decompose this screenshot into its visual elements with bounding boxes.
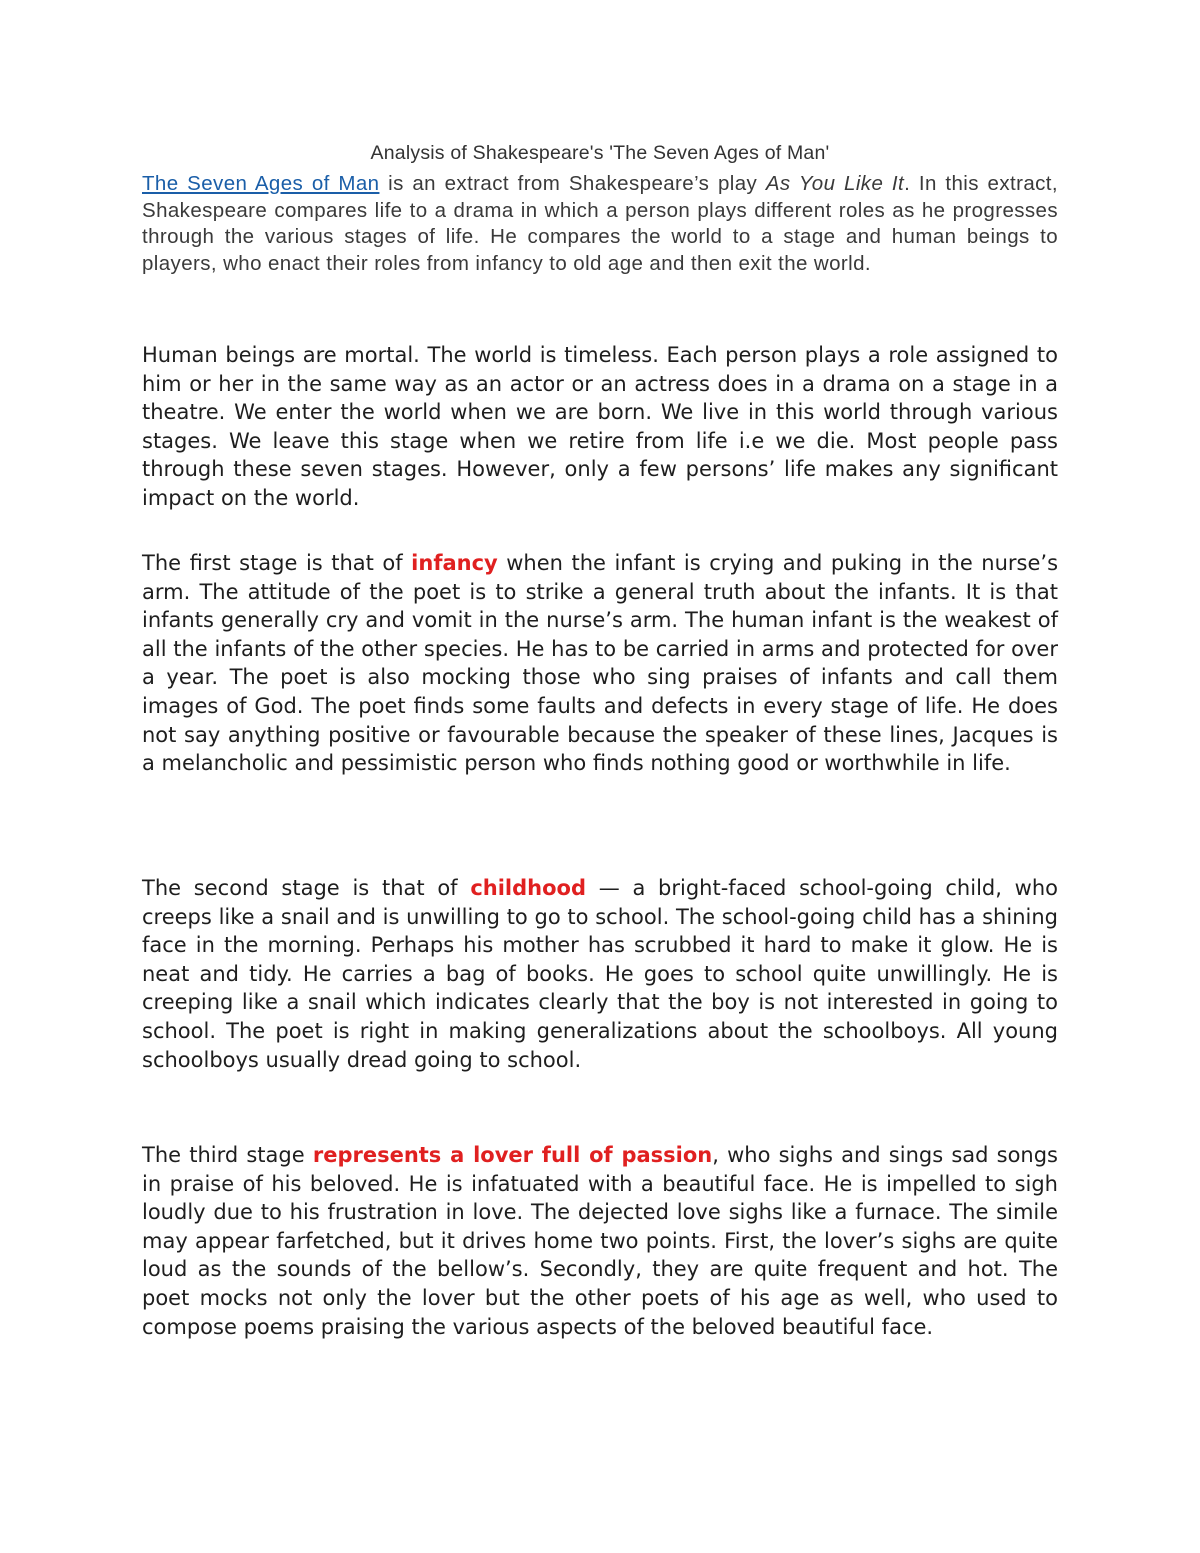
intro-text-a: is an extract from Shakespeare’s play <box>379 172 766 195</box>
lover-highlight: represents a lover full of passion <box>312 1143 713 1167</box>
intro-text-b: . In this extract, Shakespeare compares life to a drama in which a person plays different roles as he progresses through the various stages of life. He compares the world to a stage and human beings to players, who enact their roles from infancy to old age and then exit the world. <box>142 172 1058 275</box>
infancy-highlight: infancy <box>411 551 498 575</box>
infancy-paragraph <box>142 549 1058 778</box>
intro-paragraph <box>142 171 1058 277</box>
document-title: Analysis of Shakespeare's 'The Seven Ages of Man' <box>370 142 830 164</box>
childhood-highlight: childhood <box>470 876 586 900</box>
childhood-paragraph <box>142 874 1058 1074</box>
childhood-text-after: — a bright-faced school-going child, who creeps like a snail and is unwilling to go to school. The school-going child has a shining face in the morning. Perhaps his mother has scrubbed it hard to make it glow. He is neat and tidy. He carries a bag of books. He goes to school quite unwillingly. He is creeping like a snail which indicates clearly that the boy is not interested in going to school. The poet is right in making generalizations about the schoolboys. All young schoolboys usually dread going to school. <box>142 876 1058 1072</box>
poem-title-link[interactable]: The Seven Ages of Man <box>142 172 380 195</box>
infancy-text-after: when the infant is crying and puking in the nurse’s arm. The attitude of the poet is to strike a general truth about the infants. It is that infants generally cry and vomit in the nurse’s arm. The human infant is the weakest of all the infants of the other species. He has to be carried in arms and protected for over a year. The poet is also mocking those who sing praises of infants and call them images of God. The poet finds some faults and defects in every stage of life. He does not say anything positive or favourable because the speaker of these lines, Jacques is a melancholic and pessimistic person who finds nothing good or worthwhile in life. <box>142 551 1059 776</box>
mortality-paragraph: Human beings are mortal. The world is timeless. Each person plays a role assigned to him or her in the same way as an actor or an actress does in a drama on a stage in a theatre. We enter the world when we are born. We live in this world through various stages. We leave this stage when we retire from life i.e we die. Most people pass through these seven stages. However, only a few persons’ life makes any significant impact on the world. <box>142 343 1058 510</box>
play-title: As You Like It <box>765 172 905 195</box>
lover-text-before: The third stage <box>142 1143 313 1167</box>
lover-text-after: , who sighs and sings sad songs in praise of his beloved. He is infatuated with a beautiful face. He is impelled to sigh loudly due to his frustration in love. The dejected love sighs like a furnace. The simile may appear farfetched, but it drives home two points. First, the lover’s sighs are quite loud as the sounds of the bellow’s. Secondly, they are quite frequent and hot. The poet mocks not only the lover but the other poets of his age as well, who used to compose poems praising the various aspects of the beloved beautiful face. <box>142 1143 1058 1339</box>
infancy-text-before: The first stage is that of <box>142 551 412 575</box>
lover-paragraph <box>142 1141 1058 1341</box>
childhood-text-before: The second stage is that of <box>142 876 471 900</box>
